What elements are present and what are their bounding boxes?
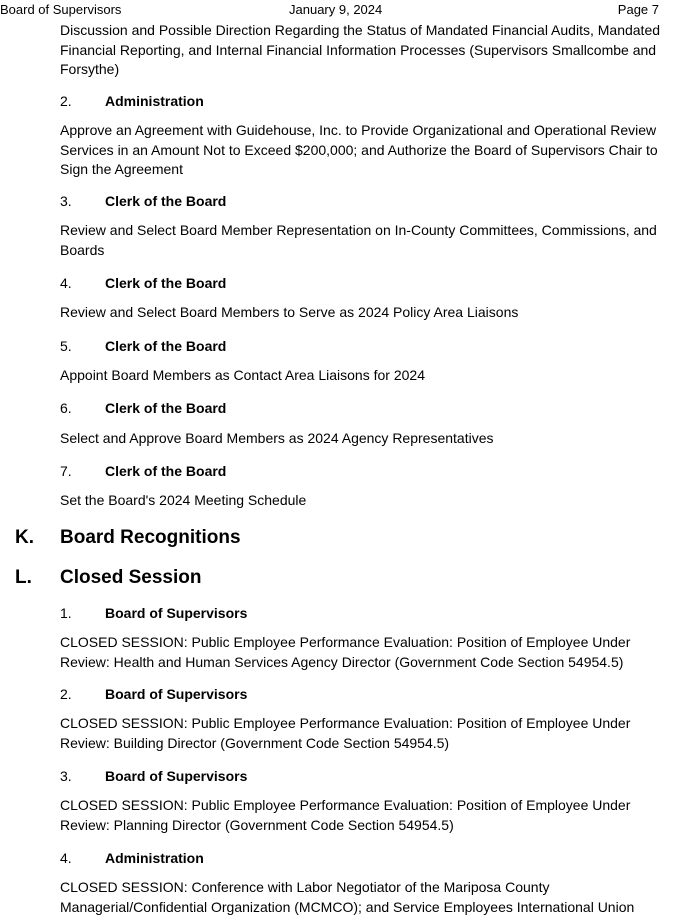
agenda-item-description: CLOSED SESSION: Public Employee Performance Evaluation: Position of Employee Under Review: Health and Human Services Agency Director (Government Code Section 54954.5) xyxy=(60,634,631,670)
item-department: Clerk of the Board xyxy=(105,463,227,479)
item-number: 5. xyxy=(60,338,72,354)
item-number: 4. xyxy=(60,850,72,866)
agenda-item-description: Appoint Board Members as Contact Area Liaisons for 2024 xyxy=(60,367,425,383)
item-number: 3. xyxy=(60,768,72,784)
item-department: Board of Supervisors xyxy=(105,768,248,784)
agenda-item-description: CLOSED SESSION: Public Employee Performance Evaluation: Position of Employee Under Review: Planning Director (Government Code Section 54954.5) xyxy=(60,797,631,833)
header-board-name: Board of Supervisors xyxy=(0,2,122,17)
item-number: 3. xyxy=(60,193,72,209)
agenda-item-description: Review and Select Board Members to Serve as 2024 Policy Area Liaisons xyxy=(60,304,519,320)
header-date: January 9, 2024 xyxy=(289,2,383,17)
agenda-item-description: CLOSED SESSION: Conference with Labor Negotiator of the Mariposa County Managerial/Confidential Organization (MCMCO); and Service Employees International Union xyxy=(60,879,635,915)
agenda-item-heading xyxy=(60,399,226,418)
agenda-item-heading xyxy=(60,192,226,211)
item-number: 7. xyxy=(60,463,72,479)
item-department: Board of Supervisors xyxy=(105,605,248,621)
agenda-item-description: CLOSED SESSION: Public Employee Performance Evaluation: Position of Employee Under Review: Building Director (Government Code Section 54954.5) xyxy=(60,715,631,751)
item-department: Clerk of the Board xyxy=(105,275,227,291)
agenda-item-heading xyxy=(60,685,247,704)
agenda-item-description: Approve an Agreement with Guidehouse, Inc. to Provide Organizational and Operational Review Services in an Amount Not to Exceed $200,000; and Authorize the Board of Supervisors Chair to Sign the Agreement xyxy=(60,122,658,177)
item-number: 2. xyxy=(60,686,72,702)
item-number: 1. xyxy=(60,605,72,621)
agenda-item-heading xyxy=(60,462,226,481)
item-department: Clerk of the Board xyxy=(105,400,227,416)
header-page-number: Page 7 xyxy=(617,2,659,17)
agenda-item-heading xyxy=(60,92,204,111)
agenda-item-heading xyxy=(60,274,226,293)
agenda-item-heading xyxy=(60,337,226,356)
agenda-item-heading xyxy=(60,604,247,623)
agenda-item-heading xyxy=(60,767,247,786)
agenda-item-description: Discussion and Possible Direction Regarding the Status of Mandated Financial Audits, Mandated Financial Reporting, and Internal Financial Information Processes (Supervisors Smallcombe and Forsythe) xyxy=(60,22,661,77)
item-number: 6. xyxy=(60,400,72,416)
item-department: Clerk of the Board xyxy=(105,338,227,354)
section-title: Closed Session xyxy=(60,567,202,588)
item-number: 4. xyxy=(60,275,72,291)
section-title: Board Recognitions xyxy=(60,527,241,548)
item-department: Clerk of the Board xyxy=(105,193,227,209)
item-department: Administration xyxy=(105,93,204,109)
section-letter: K. xyxy=(15,527,34,548)
item-department: Administration xyxy=(105,850,204,866)
agenda-item-heading xyxy=(60,849,204,868)
section-letter: L. xyxy=(15,567,32,588)
agenda-item-description: Review and Select Board Member Representation on In-County Committees, Commissions, and Boards xyxy=(60,222,657,258)
item-number: 2. xyxy=(60,93,72,109)
agenda-item-description: Select and Approve Board Members as 2024 Agency Representatives xyxy=(60,430,494,446)
agenda-item-description: Set the Board's 2024 Meeting Schedule xyxy=(60,492,307,508)
item-department: Board of Supervisors xyxy=(105,686,248,702)
